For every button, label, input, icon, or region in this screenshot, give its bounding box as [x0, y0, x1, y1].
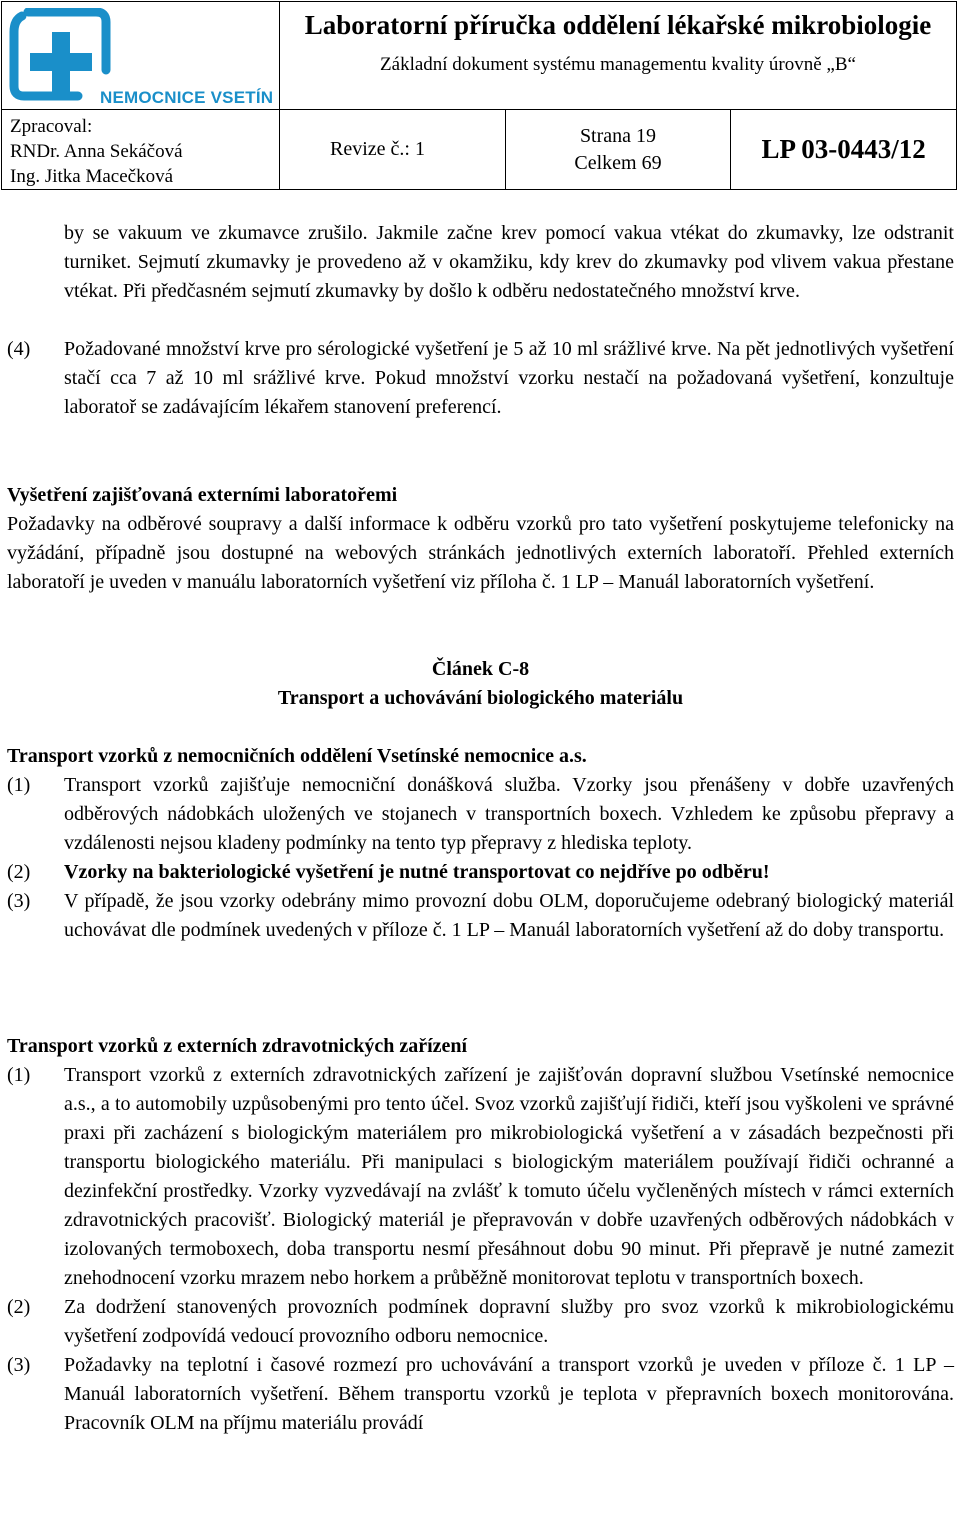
logo-cell [2, 2, 280, 110]
revision-cell [280, 110, 506, 190]
list-item [7, 1351, 954, 1438]
item-number: (1) [7, 774, 31, 796]
page-total: Celkem 69 [574, 151, 662, 174]
code-cell [731, 110, 957, 190]
page-number: Strana 19 [579, 124, 657, 147]
author-cell [2, 110, 280, 190]
section-heading: Vyšetření zajišťovaná externími laboratořemi [7, 484, 398, 506]
page-cell [505, 110, 731, 190]
item-number: (2) [7, 1296, 31, 1318]
item-4-block [7, 335, 954, 422]
document-code: LP 03-0443/12 [761, 134, 926, 164]
item-number: (4) [7, 338, 31, 360]
prepared-label: Zpracoval: [10, 116, 93, 137]
section-heading: Transport vzorků z nemocničních oddělení Vsetínské nemocnice a.s. [7, 745, 587, 767]
continuation-block [7, 219, 954, 306]
list-item [7, 1061, 954, 1293]
item-text: Požadavky na teplotní i časové rozmezí pro uchovávání a transport vzorků je uveden v příloze č. 1 LP – Manuál laboratorních vyšetření. Během transportu vzorků je teplota v přepravních boxech monitorována. Pracovník OLM na příjmu materiálu provádí [64, 1354, 954, 1434]
continuation-paragraph: by se vakuum ve zkumavce zrušilo. Jakmile začne krev pomocí vakua vtékat do zkumavky, lze odstranit turniket. Sejmutí zkumavky je provedeno až v okamžiku, kdy krev do zkumavky pod vlivem vakua přestane vtékat. Při předčasném sejmutí zkumavky by došlo k odběru nedostatečného množství krve. [64, 222, 954, 302]
item-text: Požadované množství krve pro sérologické vyšetření je 5 až 10 ml srážlivé krve. Na pět jednotlivých vyšetření stačí cca 7 až 10 ml srážlivé krve. Pokud množství vzorku nestačí na požadovaná vyšetření, konzultuje laboratoř se zadávajícím lékařem stanovení preferencí. [64, 338, 954, 418]
item-text: Za dodržení stanovených provozních podmínek dopravní služby pro svoz vzorků k mikrobiologickému vyšetření zodpovídá vedoucí provozního odboru nemocnice. [64, 1296, 954, 1347]
logo-text: NEMOCNICE VSETÍN [100, 88, 274, 107]
list-item [7, 858, 954, 887]
item-text: Transport vzorků zajišťuje nemocniční donášková služba. Vzorky jsou přenášeny v dobře uzavřených odběrových nádobkách uložených ve stojanech v transportních boxech. Vzhledem ke způsobu přepravy a vzdálenosti nejsou kladeny podmínky na tento typ přepravy z hlediska teploty. [64, 774, 954, 854]
section-heading: Transport vzorků z externích zdravotnických zařízení [7, 1035, 468, 1057]
item-number: (2) [7, 861, 31, 883]
item-text: Vzorky na bakteriologické vyšetření je nutné transportovat co nejdříve po odběru! [64, 861, 770, 883]
list-item [7, 1293, 954, 1351]
item-number: (3) [7, 1354, 31, 1376]
document-header [1, 1, 957, 190]
item-text: V případě, že jsou vzorky odebrány mimo provozní dobu OLM, doporučujeme odebraný biologický materiál uchovávat dle podmínek uvedených v příloze č. 1 LP – Manuál laboratorních vyšetření až do doby transportu. [64, 890, 954, 941]
author-name-1: RNDr. Anna Sekáčová [10, 141, 183, 162]
list-item [7, 335, 954, 422]
document-subtitle: Základní dokument systému managementu kvality úrovně „B“ [380, 54, 856, 75]
article-number: Článek C-8 [431, 658, 530, 680]
item-text: Transport vzorků z externích zdravotnických zařízení je zajišťován dopravní službou Vsetínské nemocnice a.s., a to automobily uzpůsobenými pro tento účel. Svoz vzorků zajišťují řidiči, kteří jsou vyškoleni ve správné praxi při zacházení s biologickým materiálem pro mikrobiologická vyšetření a v zásadách bezpečnosti při transportu biologického materiálu. Při manipulaci s biologickým materiálem používají řidiči ochranné a dezinfekční prostředky. Vzorky vyzvedávají na zvlášť k tomuto účelu vyčleněných místech v rámci externích zdravotnických pracovišť. Biologický materiál je přepravován v dobře uzavřených odběrových nádobkách v izolovaných termoboxech, doba transportu nesmí přesáhnout dobu 90 minut. Při přepravě je nutné zamezit znehodnocení vzorku mrazem nebo horkem a průběžně monitorovat teplotu v transportních boxech. [64, 1064, 954, 1289]
internal-transport-section [7, 742, 954, 945]
document-title: Laboratorní příručka oddělení lékařské mikrobiologie [304, 10, 932, 40]
article-heading [7, 655, 954, 713]
list-item [7, 771, 954, 858]
title-cell [280, 2, 957, 110]
revision-number: Revize č.: 1 [330, 138, 425, 160]
author-name-2: Ing. Jitka Macečková [10, 166, 174, 187]
item-number: (1) [7, 1064, 31, 1086]
list-item [7, 887, 954, 945]
article-title: Transport a uchovávání biologického materiálu [277, 687, 684, 709]
hospital-logo [8, 8, 274, 107]
section-paragraph: Požadavky na odběrové soupravy a další informace k odběru vzorků pro tato vyšetření poskytujeme telefonicky na vyžádání, případně jsou dostupné na webových stránkách jednotlivých externích laboratoří. Přehled externích laboratoří je uveden v manuálu laboratorních vyšetření viz příloha č. 1 LP – Manuál laboratorních vyšetření. [7, 513, 954, 593]
item-number: (3) [7, 890, 31, 912]
external-transport-section [7, 1032, 954, 1438]
external-labs-section [7, 481, 954, 597]
